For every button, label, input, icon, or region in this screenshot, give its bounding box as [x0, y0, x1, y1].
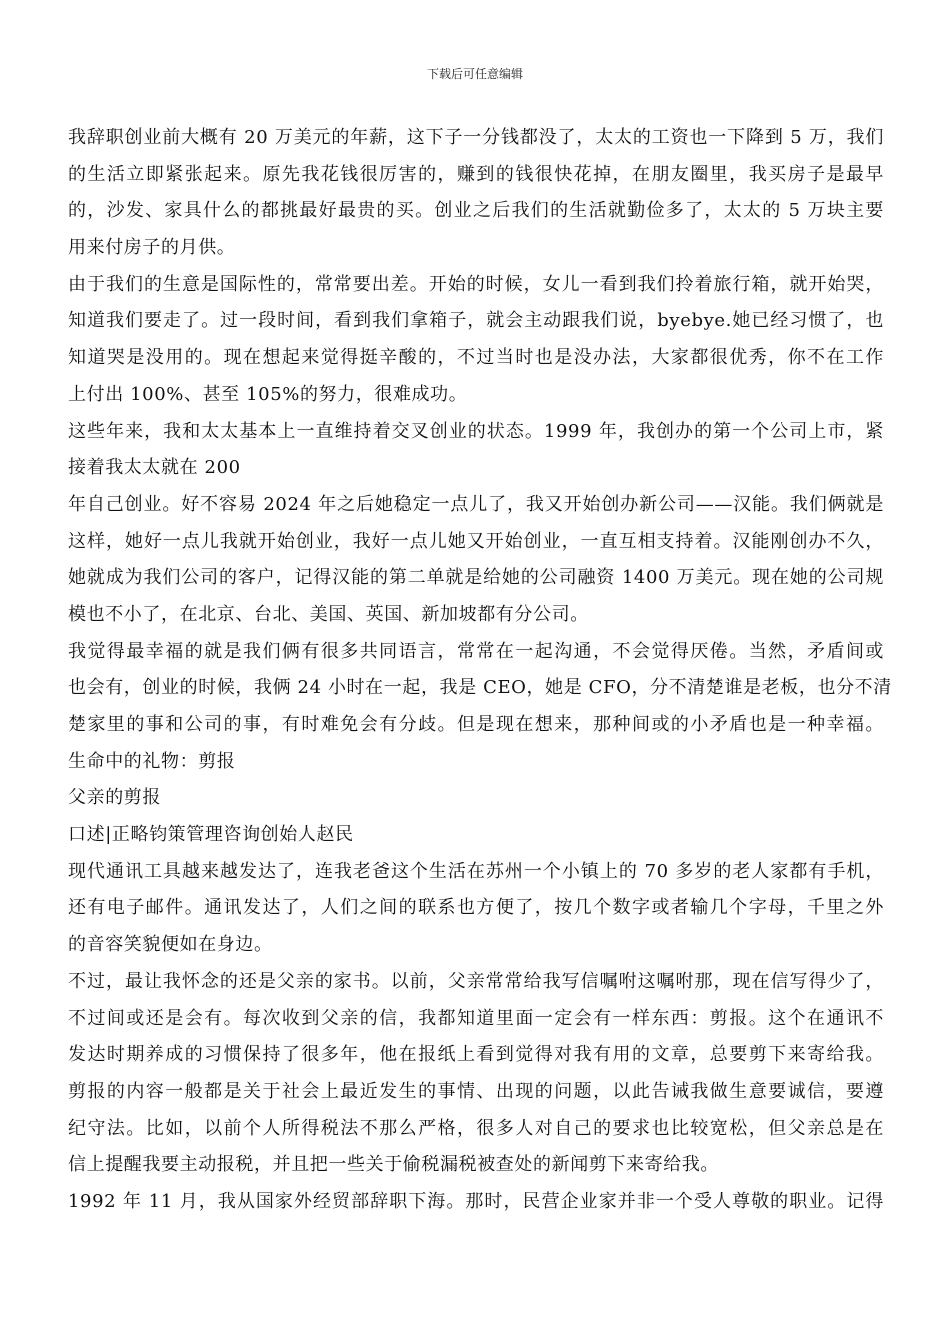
- text-line: 用来付房子的月供。: [68, 237, 236, 259]
- text-line: 也会有，创业的时候，我俩 24 小时在一起，我是 CEO，她是 CFO，分不清楚谁是老板，也分不清: [68, 677, 892, 699]
- text-line: 她就成为我们公司的客户，记得汉能的第二单就是给她的公司融资 1400 万美元。现在她的公司规: [68, 567, 884, 589]
- article-title: 父亲的剪报: [68, 787, 161, 809]
- text-line: 1992 年 11 月，我从国家外经贸部辞职下海。那时，民营企业家并非一个受人尊敬的职业。记得: [68, 1190, 884, 1212]
- text-line: 剪报的内容一般都是关于社会上最近发生的事情、出现的问题，以此告诫我做生意要诚信，要遵: [68, 1080, 884, 1102]
- section-title: 生命中的礼物：剪报: [68, 750, 236, 772]
- text-line: 知道哭是没用的。现在想起来觉得挺辛酸的，不过当时也是没办法，大家都很优秀，你不在工作: [68, 347, 884, 369]
- text-line: 我辞职创业前大概有 20 万美元的年薪，这下子一分钱都没了，太太的工资也一下降到 5 万，我们: [68, 127, 884, 148]
- document-body: [68, 120, 892, 1221]
- page-header: 下载后可任意编辑: [426, 67, 523, 81]
- article-byline: 口述|正略钧策管理咨询创始人赵民: [68, 824, 354, 846]
- text-line: 知道我们要走了。过一段时间，看到我们拿箱子，就会主动跟我们说，byebye.她已经习惯了，也: [68, 310, 884, 332]
- text-line: 这些年来，我和太太基本上一直维持着交叉创业的状态。1999 年，我创办的第一个公司上市，紧: [68, 420, 884, 442]
- text-line: 上付出 100%、甚至 105%的努力，很难成功。: [68, 383, 468, 405]
- text-line: 不过，最让我怀念的还是父亲的家书。以前，父亲常常给我写信嘱咐这嘱咐那，现在信写得少了，: [68, 970, 884, 992]
- text-line: 接着我太太就在 200: [68, 457, 241, 479]
- text-line: 由于我们的生意是国际性的，常常要出差。开始的时候，女儿一看到我们拎着旅行箱，就开始哭，: [68, 273, 884, 295]
- text-line: 发达时期养成的习惯保持了很多年，他在报纸上看到觉得对我有用的文章，总要剪下来寄给我。: [68, 1044, 884, 1066]
- text-line: 不过间或还是会有。每次收到父亲的信，我都知道里面一定会有一样东西：剪报。这个在通讯不: [68, 1007, 884, 1029]
- text-line: 模也不小了，在北京、台北、美国、英国、新加坡都有分公司。: [68, 603, 589, 625]
- text-line: 这样，她好一点儿我就开始创业，我好一点儿她又开始创业，一直互相支持着。汉能刚创办不久，: [68, 530, 884, 552]
- text-line: 我觉得最幸福的就是我们俩有很多共同语言，常常在一起沟通，不会觉得厌倦。当然，矛盾间或: [68, 640, 884, 662]
- text-line: 的，沙发、家具什么的都挑最好最贵的买。创业之后我们的生活就勤俭多了，太太的 5 万块主要: [68, 200, 884, 222]
- text-line: 纪守法。比如，以前个人所得税法不那么严格，很多人对自己的要求也比较宽松，但父亲总是在: [68, 1117, 884, 1139]
- text-line: 现代通讯工具越来越发达了，连我老爸这个生活在苏州一个小镇上的 70 多岁的老人家都有手机，: [68, 860, 884, 882]
- text-line: 的生活立即紧张起来。原先我花钱很厉害的，赚到的钱很快花掉，在朋友圈里，我买房子是最早: [68, 163, 884, 185]
- text-line: 信上提醒我要主动报税，并且把一些关于偷税漏税被查处的新闻剪下来寄给我。: [68, 1154, 719, 1176]
- text-line: 的音容笑貌便如在身边。: [68, 934, 273, 956]
- text-line: 年自己创业。好不容易 2024 年之后她稳定一点儿了，我又开始创办新公司——汉能。我们俩就是: [68, 493, 884, 515]
- text-line: 还有电子邮件。通讯发达了，人们之间的联系也方便了，按几个数字或者输几个字母，千里之外: [68, 897, 884, 919]
- text-line: 楚家里的事和公司的事，有时难免会有分歧。但是现在想来，那种间或的小矛盾也是一种幸福。: [68, 714, 884, 735]
